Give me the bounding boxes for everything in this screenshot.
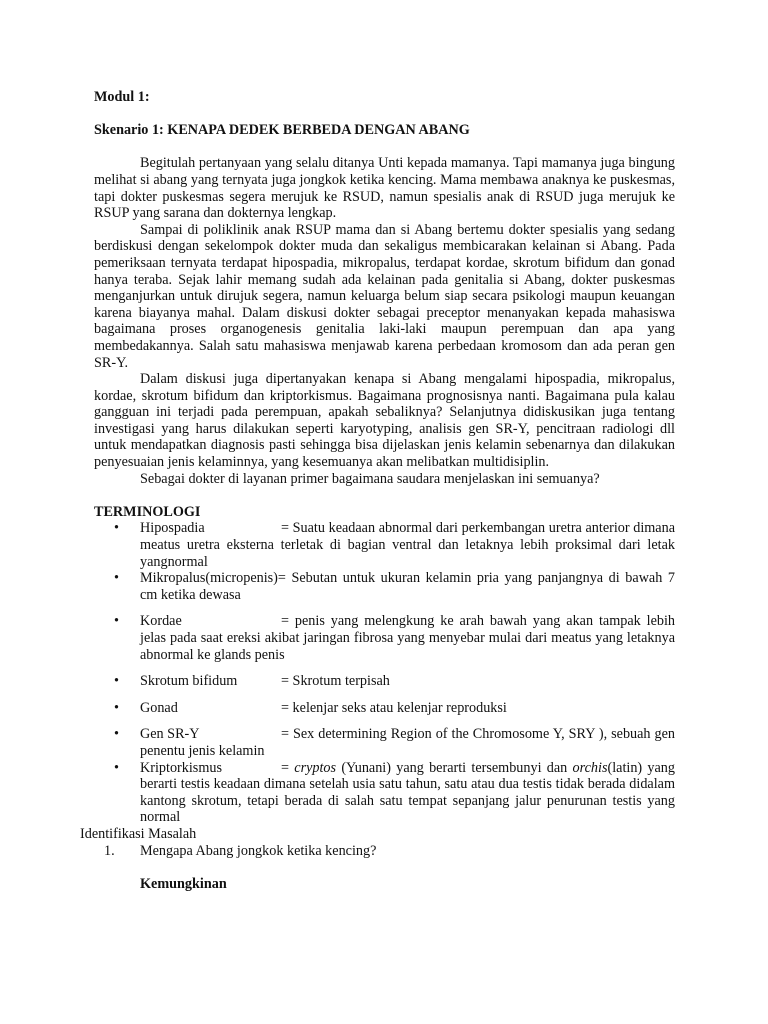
identifikasi-heading: Identifikasi Masalah [80,825,197,842]
kemungkinan-heading: Kemungkinan [140,875,227,892]
term-label: Kriptorkismus [140,759,222,776]
module-title: Modul 1: [94,89,150,105]
problem-text: Mengapa Abang jongkok ketika kencing? [140,842,377,859]
paragraph-1: Begitulah pertanyaan yang selalu ditanya Unti kepada mamanya. Tapi mamanya juga bingung melihat si abang yang ternyata juga jongkok ketika kencing. Mama membawa anaknya ke puskesmas, tapi dokter puskesmas segera merujuk ke RSUD, namun spesialis anak di RSUD juga merujuk ke RSUP yang sarana dan dokternya lengkap. [94,155,675,222]
scenario-title: Skenario 1: KENAPA DEDEK BERBEDA DENGAN ABANG [94,122,470,139]
term-label: Skrotum bifidum [140,673,238,690]
bullet-icon: • [114,699,119,716]
term-skrotum-bifidum [114,673,675,690]
document-page [80,89,675,892]
paragraph-2: Sampai di poliklinik anak RSUP mama dan si Abang bertemu dokter spesialis yang sedang berdiskusi dengan sekelompok dokter muda dan sekaligus membicarakan kelainan si Abang. Pada pemeriksaan ternyata terdapat hipospadia, mikropalus, terdapat kordae, skrotum bifidum dan gonad hanya teraba. Sejak lahir memang sudah ada kelainan pada genitalia si Abang, dokter puskesmas menganjurkan untuk dirujuk segera, namun keluarga belum siap secara psikologi maupun keuangan karena biayanya mahal. Dalam diskusi dokter sebagai preceptor menanyakan kepada mahasiswa bagaimana proses organogenesis genitalia laki-laki maupun perempuan dan apa yang membedakannya. Salah satu mahasiswa menjawab karena perbedaan kromosom dan ada peran gen SR-Y. [94,221,675,371]
term-definition: = penis yang melengkung ke arah bawah yang akan tampak lebih jelas pada saat ereksi akibat jaringan fibrosa yang menyebar mulai dari meatus yang letaknya abnormal ke glands penis [140,613,675,663]
term-hipospadia [114,520,675,570]
problem-item [104,843,675,860]
terminologi-heading: TERMINOLOGI [94,503,201,520]
term-kriptorkismus [114,759,675,826]
term-definition: = cryptos (Yunani) yang berarti tersembunyi dan orchis(latin) yang berarti testis keadaan dimana setelah usia satu tahun, satu atau dua testis tidak berada didalam kantong skrotum, tetapi berada di salah satu tempat sepanjang jalur penurunan testis yang normal [140,759,675,826]
term-label: Gonad [140,699,178,716]
bullet-icon: • [114,726,119,743]
term-definition: = Sex determining Region of the Chromosome Y, SRY ), sebuah gen penentu jenis kelamin [140,726,675,759]
bullet-icon: • [114,570,119,587]
terminologi-list [94,520,675,826]
paragraph-3: Dalam diskusi juga dipertanyakan kenapa si Abang mengalami hipospadia, mikropalus, kordae, skrotum bifidum dan kriptorkismus. Bagaimana prognosisnya nanti. Bagaimana pula kalau gangguan ini terjadi pada perempuan, apakah sebaliknya? Selanjutnya didiskusikan juga tentang investigasi yang harus dilakukan seperti karyotyping, analisis gen SR-Y, pencitraan radiologi dll untuk mendapatkan diagnosis pasti sehingga bisa dijelaskan jenis kelamin sebenarnya dan dilakukan penyesuaian jenis kelaminnya, yang kesemuanya akan melibatkan multidisiplin. [94,371,675,471]
bullet-icon: • [114,520,119,537]
term-mikropalus [114,570,675,603]
problem-number: 1. [104,842,115,859]
term-label: Hipospadia [140,520,205,537]
bullet-icon: • [114,759,119,776]
term-definition: = Skrotum terpisah [281,673,390,690]
term-label: Gen SR-Y [140,726,200,743]
bullet-icon: • [114,613,119,630]
paragraph-4: Sebagai dokter di layanan primer bagaimana saudara menjelaskan ini semuanya? [140,470,600,487]
bullet-icon: • [114,673,119,690]
term-definition: = Suatu keadaan abnormal dari perkembangan uretra anterior dimana meatus uretra eksterna terletak di bagian ventral dan letaknya lebih proksimal dari letak yangnormal [140,520,675,570]
term-gen-sry [114,726,675,759]
term-gonad [114,699,675,717]
term-kordae [114,613,675,663]
term-definition: = kelenjar seks atau kelenjar reproduksi [281,699,507,716]
term-label: Mikropalus(micropenis)= Sebutan untuk ukuran kelamin pria yang panjangnya di bawah 7 cm ketika dewasa [140,570,675,603]
term-label: Kordae [140,613,182,630]
